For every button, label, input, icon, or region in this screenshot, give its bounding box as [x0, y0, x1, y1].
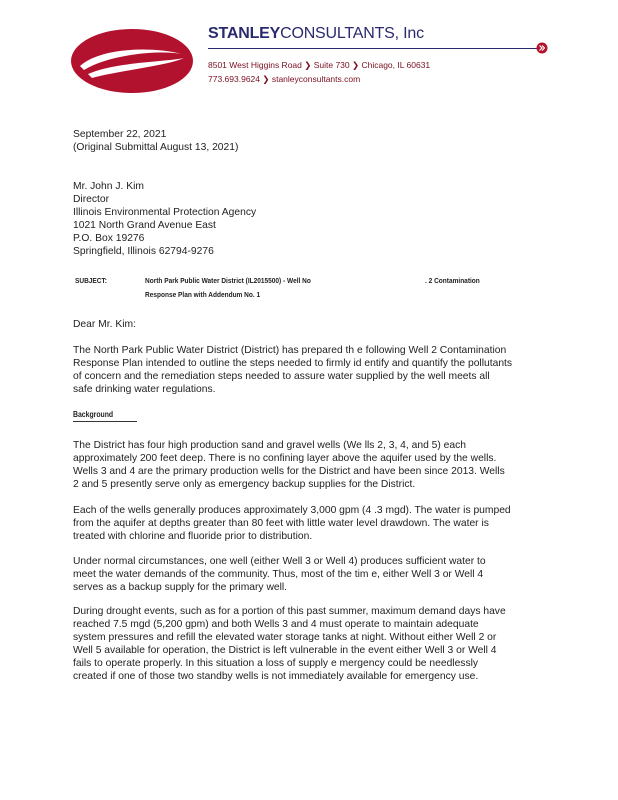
chevron-right-icon [536, 42, 548, 54]
company-name: STANLEYCONSULTANTS, Inc [208, 25, 424, 42]
intro-paragraph: The North Park Public Water District (District) has prepared th e following Well 2 Contamination Response Plan intended to outline the steps needed to firmly id entify and quantify the pollutants of concern and the remediation steps needed to assure water supplied by the well meets all safe drinking water regulations. [73, 345, 513, 395]
recipient-line: 1021 North Grand Avenue East [73, 220, 216, 231]
heading-underline [73, 421, 137, 422]
section-heading: Background [73, 410, 114, 419]
paragraph: Under normal circumstances, one well (either Well 3 or Well 4) produces sufficient water to meet the water demands of the community. Thus, most of the tim e, either Well 3 or Well 4 serves as a backup supply for the primary well. [73, 556, 486, 593]
letterhead-rule [208, 48, 538, 49]
recipient-line: Director [73, 194, 110, 205]
subject-line: . 2 Contamination [425, 276, 480, 285]
company-contact: 773.693.9624 ❯ stanleyconsultants.com [208, 74, 361, 84]
paragraph: The District has four high production sand and gravel wells (We lls 2, 3, 4, and 5) each approximately 200 feet deep. There is no confining layer above the aquifer used by the wells. Wells 3 and 4 are the primary production wells for the District and have been since 2013. Wells 2 and 5 presently serve only as emergency backup supplies for the District. [73, 440, 505, 490]
recipient-line: Illinois Environmental Protection Agency [73, 207, 257, 218]
recipient-line: Springfield, Illinois 62794-9276 [73, 246, 214, 257]
stanley-logo-icon [70, 28, 194, 94]
paragraph: During drought events, such as for a portion of this past summer, maximum demand days have reached 7.5 mgd (5,200 gpm) and both Wells 3 and 4 must operate to maintain adequate system pressures and refill the elevated water storage tanks at night. Without either Well 2 or Well 5 available for operation, the District is left vulnerable in the event either Well 3 or Well 4 fails to operate properly. In this situation a loss of supply e mergency could be needlessly created if one of those two standby wells is not immediately available for emergency use. [73, 606, 506, 682]
company-address: 8501 West Higgins Road ❯ Suite 730 ❯ Chicago, IL 60631 [208, 60, 431, 70]
salutation: Dear Mr. Kim: [73, 319, 136, 330]
original-submittal-date: (Original Submittal August 13, 2021) [73, 142, 239, 153]
paragraph: Each of the wells generally produces approximately 3,000 gpm (4 .3 mgd). The water is pumped from the aquifer at depths greater than 80 feet with little water level drawdown. The water is treated with chlorine and fluoride prior to distribution. [73, 505, 511, 542]
subject-line: North Park Public Water District (IL2015500) - Well No [145, 276, 311, 285]
subject-label: SUBJECT: [75, 276, 107, 285]
recipient-line: P.O. Box 19276 [73, 233, 145, 244]
recipient-line: Mr. John J. Kim [73, 181, 144, 192]
subject-line: Response Plan with Addendum No. 1 [145, 290, 261, 299]
letter-date: September 22, 2021 [73, 129, 167, 140]
